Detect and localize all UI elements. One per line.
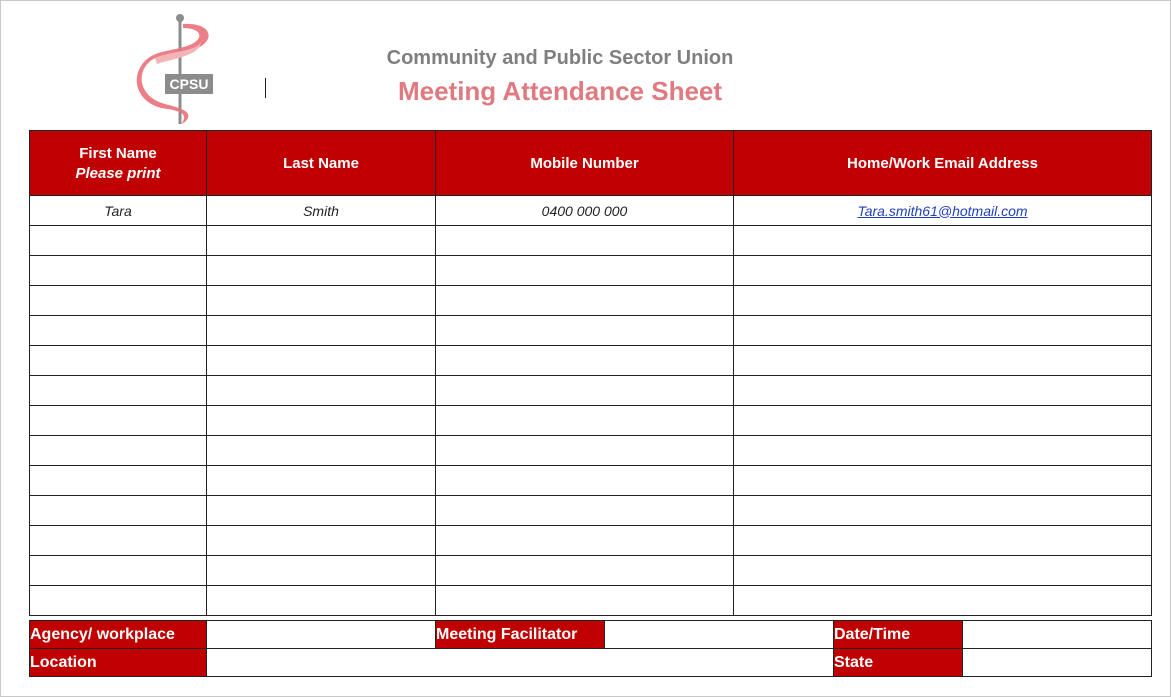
table-row [30,466,1152,496]
first-name-cell[interactable] [30,376,207,406]
table-row [30,496,1152,526]
first-name-cell[interactable] [30,256,207,286]
details-row-2 [30,649,1152,677]
mobile-cell[interactable] [436,226,734,256]
email-cell[interactable] [734,466,1152,496]
mobile-cell[interactable] [436,376,734,406]
mobile-cell[interactable] [436,586,734,616]
location-label: Location [30,649,207,677]
email-cell[interactable] [734,226,1152,256]
table-row [30,526,1152,556]
table-row [30,436,1152,466]
last-name-cell[interactable] [207,406,436,436]
email-cell[interactable] [734,556,1152,586]
email-cell[interactable] [734,586,1152,616]
attendance-rows [30,196,1152,616]
org-name: Community and Public Sector Union [386,47,734,69]
email-cell[interactable] [734,256,1152,286]
first-name-cell[interactable] [30,226,207,256]
first-name-cell[interactable] [30,556,207,586]
first-name-cell[interactable] [30,496,207,526]
text-cursor [265,78,266,98]
last-name-cell[interactable] [207,586,436,616]
please-print-note: Please print [75,164,161,182]
agency-label: Agency/ workplace [30,621,207,649]
last-name-cell[interactable] [207,286,436,316]
last-name-cell[interactable] [207,226,436,256]
facilitator-field[interactable] [605,621,834,649]
first-name-cell[interactable] [30,526,207,556]
first-name-cell[interactable] [30,286,207,316]
first-name-cell[interactable] [30,406,207,436]
datetime-field[interactable] [963,621,1152,649]
last-name-cell[interactable] [207,466,436,496]
first-name-cell[interactable] [30,466,207,496]
mobile-cell[interactable] [436,256,734,286]
email-cell[interactable] [734,406,1152,436]
col-header-email: Home/Work Email Address [734,131,1152,196]
datetime-label: Date/Time [834,621,963,649]
first-name-cell[interactable] [30,346,207,376]
first-name-cell[interactable] [30,436,207,466]
mobile-cell[interactable] [436,316,734,346]
last-name-cell[interactable]: Smith [207,196,436,226]
first-name-header-label: First Name [79,144,157,162]
email-cell[interactable] [734,526,1152,556]
state-field[interactable] [963,649,1152,677]
col-header-last-name: Last Name [207,131,436,196]
table-row [30,556,1152,586]
last-name-cell[interactable] [207,556,436,586]
col-header-first-name [30,131,207,196]
agency-field[interactable] [207,621,436,649]
table-row [30,196,1152,226]
last-name-cell[interactable] [207,436,436,466]
email-cell[interactable] [734,346,1152,376]
mobile-cell[interactable] [436,466,734,496]
attendance-table [29,130,1152,616]
email-cell[interactable] [734,286,1152,316]
table-row [30,406,1152,436]
mobile-cell[interactable] [436,346,734,376]
table-row [30,376,1152,406]
mobile-cell[interactable] [436,436,734,466]
sheet-title: Meeting Attendance Sheet [397,76,723,106]
last-name-cell[interactable] [207,256,436,286]
mobile-cell[interactable] [436,406,734,436]
last-name-cell[interactable] [207,526,436,556]
meeting-details-table [29,620,1152,677]
mobile-cell[interactable] [436,526,734,556]
state-label: State [834,649,963,677]
email-cell[interactable] [734,316,1152,346]
email-cell[interactable] [734,436,1152,466]
last-name-cell[interactable] [207,316,436,346]
table-row [30,586,1152,616]
mobile-cell[interactable] [436,556,734,586]
email-cell[interactable] [734,376,1152,406]
mobile-cell[interactable] [436,496,734,526]
logo-text: CPSU [169,76,209,92]
last-name-cell[interactable] [207,346,436,376]
location-field[interactable] [207,649,834,677]
email-link[interactable]: Tara.smith61@hotmail.com [857,202,1028,219]
table-row [30,346,1152,376]
table-row [30,226,1152,256]
first-name-cell[interactable]: Tara [30,196,207,226]
table-row [30,316,1152,346]
cpsu-logo [135,12,215,128]
table-row [30,286,1152,316]
col-header-mobile: Mobile Number [436,131,734,196]
facilitator-label: Meeting Facilitator [436,621,605,649]
email-cell[interactable] [734,496,1152,526]
first-name-cell[interactable] [30,586,207,616]
last-name-cell[interactable] [207,376,436,406]
first-name-cell[interactable] [30,316,207,346]
last-name-cell[interactable] [207,496,436,526]
email-cell[interactable] [734,196,1152,226]
details-row-1 [30,621,1152,649]
mobile-cell[interactable] [436,286,734,316]
header-row [30,131,1152,196]
mobile-cell[interactable]: 0400 000 000 [436,196,734,226]
table-row [30,256,1152,286]
